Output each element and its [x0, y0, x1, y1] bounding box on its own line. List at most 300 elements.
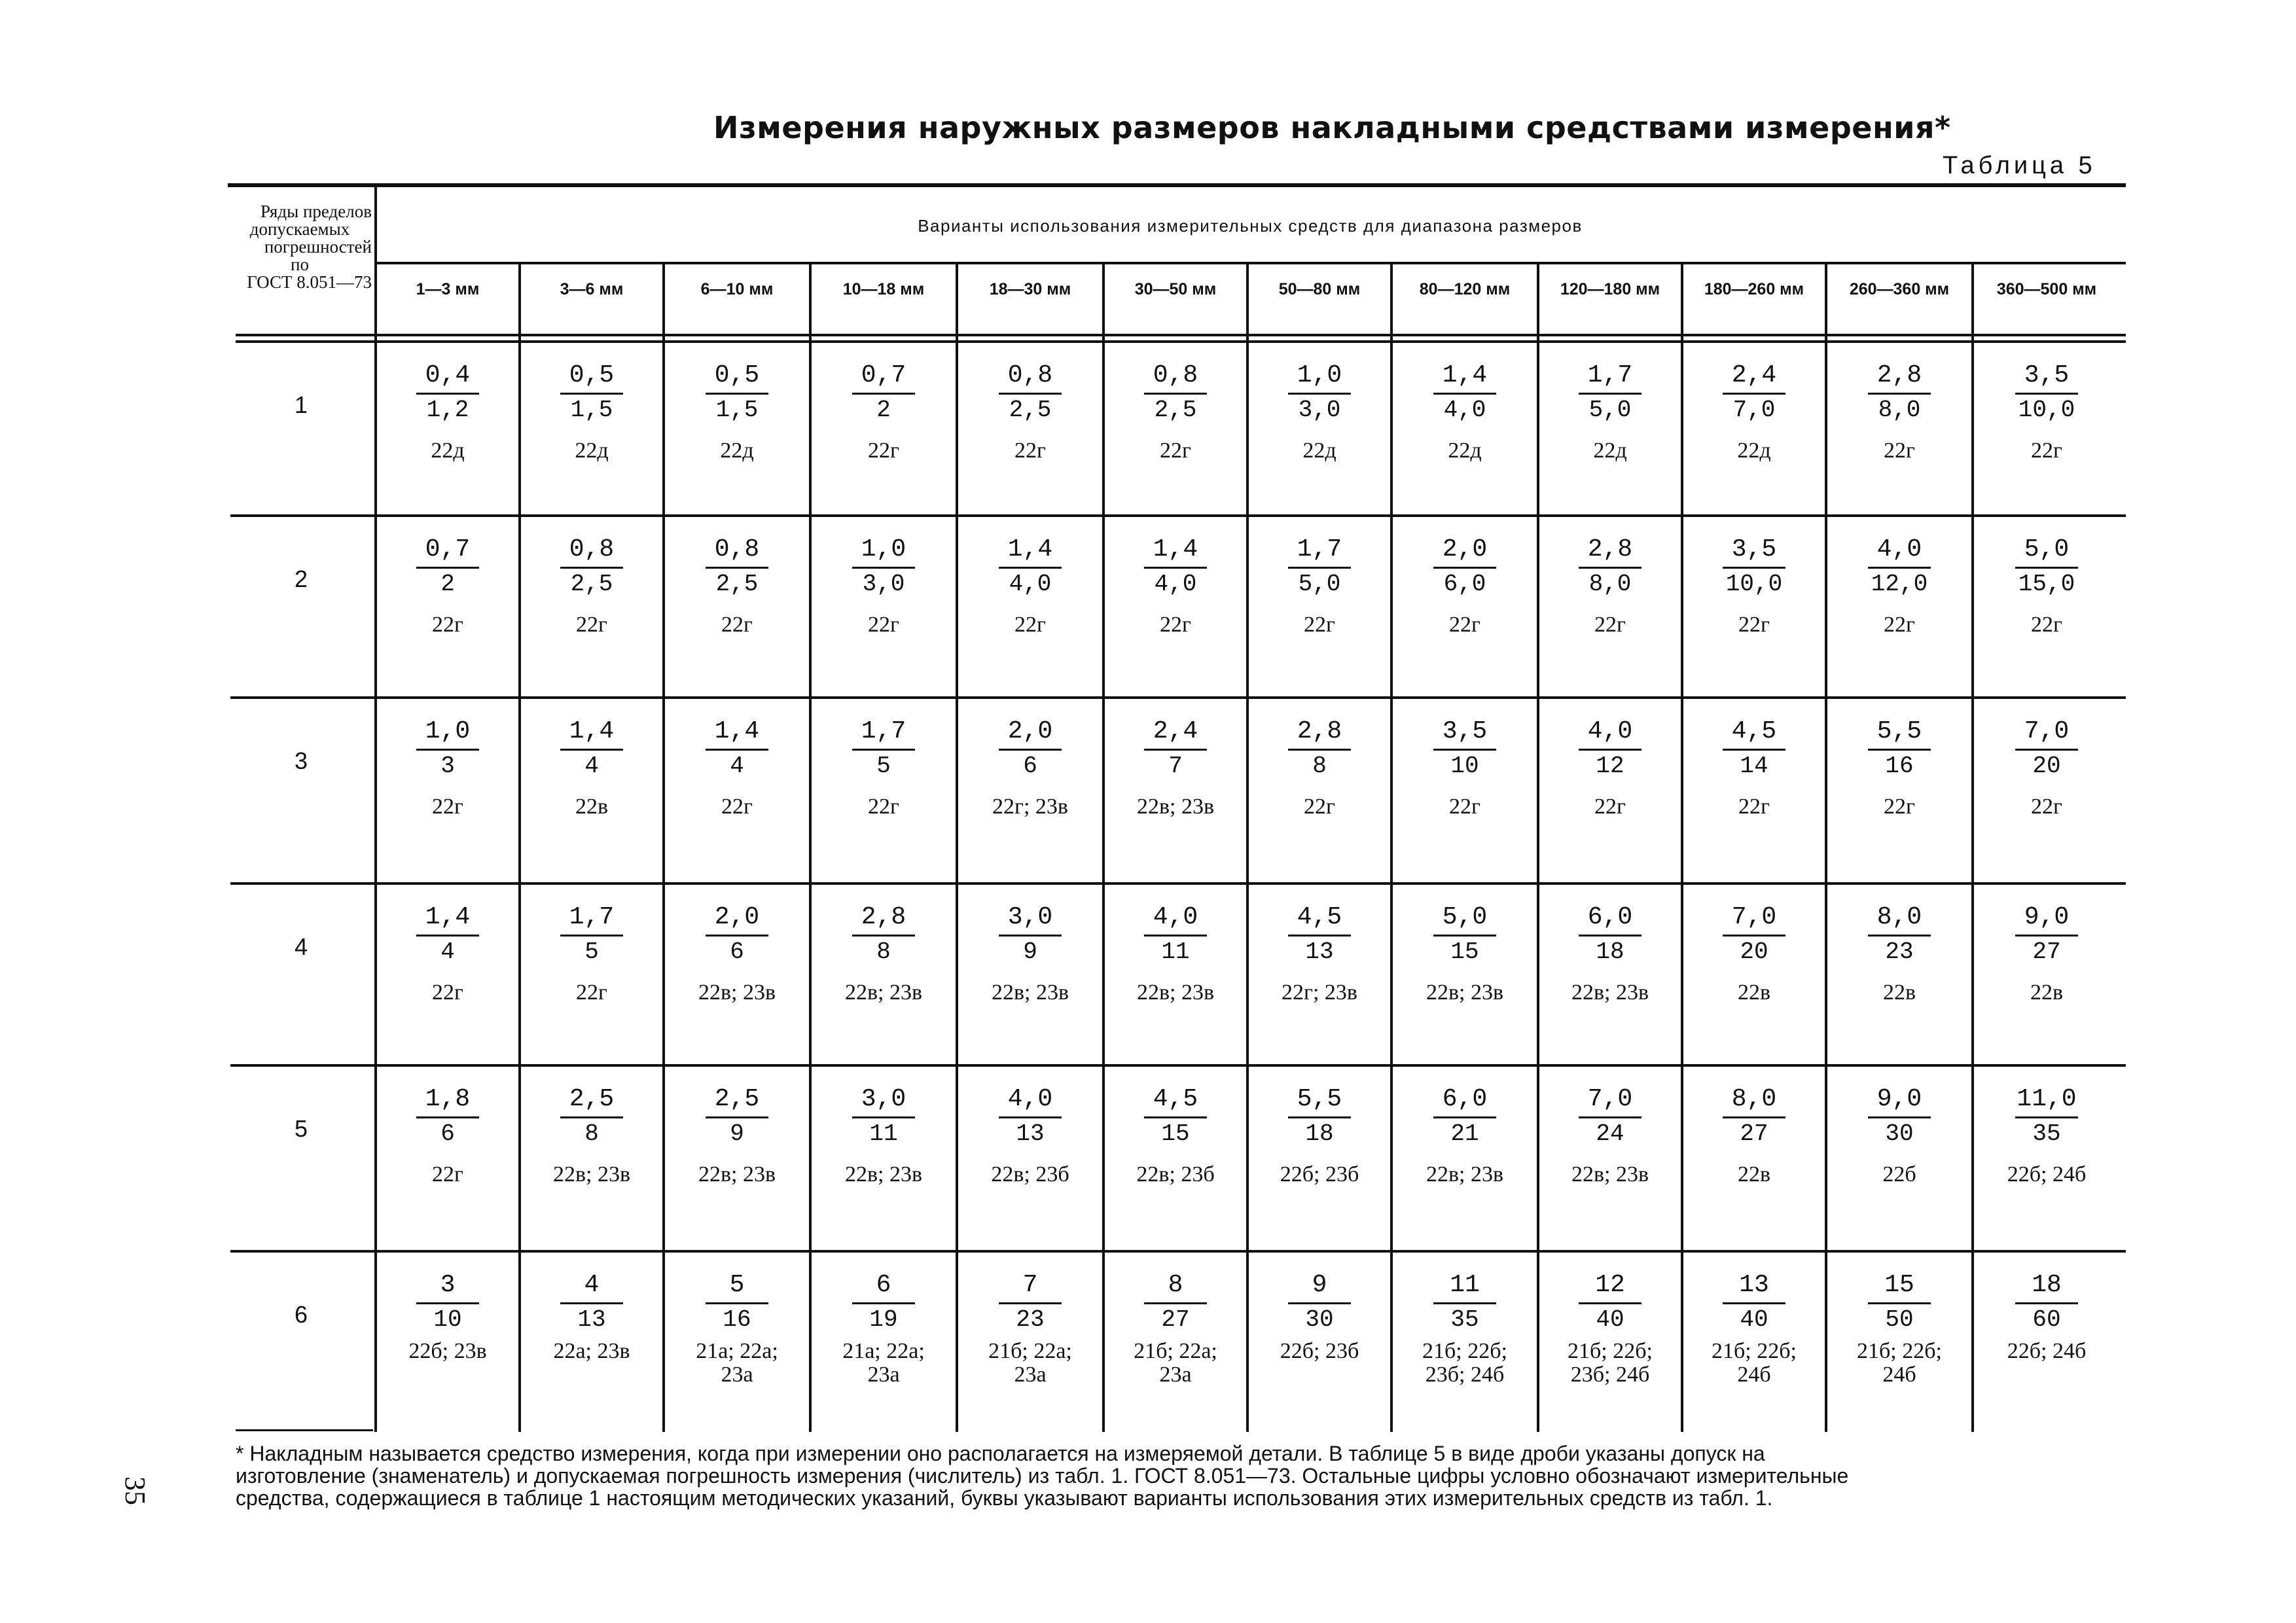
tolerance-cell — [1247, 1271, 1391, 1363]
measurement-error-numerator: 6,0 — [1587, 903, 1633, 931]
tolerance-denominator: 10,0 — [2018, 397, 2075, 423]
measurement-error-numerator: 12 — [1595, 1271, 1625, 1299]
tolerance-cell — [1391, 717, 1538, 819]
instrument-variant: 22г — [1304, 794, 1335, 819]
tolerance-cell — [520, 903, 664, 1005]
measurement-error-numerator: 1,4 — [1007, 535, 1053, 563]
tolerance-cell — [1103, 1085, 1247, 1186]
fraction-bar — [1433, 935, 1496, 936]
instrument-variant: 22д — [720, 438, 754, 463]
range-column-header: 80—120 мм — [1419, 280, 1511, 298]
measurement-error-numerator: 7,0 — [1731, 903, 1777, 931]
fraction-bar — [1868, 1302, 1931, 1304]
header-sub-rule — [376, 262, 2126, 264]
fraction-bar — [2015, 749, 2078, 751]
fraction-bar — [1433, 749, 1496, 751]
instrument-variant: 22г — [1160, 613, 1191, 637]
fraction-bar — [1723, 1302, 1785, 1304]
instrument-variant: 22г — [868, 613, 899, 637]
tolerance-cell — [810, 535, 957, 637]
measurement-error-numerator: 3,5 — [1731, 535, 1777, 563]
tolerance-denominator: 8 — [584, 1120, 599, 1147]
tolerance-cell — [1103, 717, 1247, 819]
row-divider — [230, 1064, 2126, 1067]
instrument-variant: 22г — [1449, 794, 1480, 819]
tolerance-denominator: 10,0 — [1725, 571, 1783, 597]
measurement-error-numerator: 1,0 — [425, 717, 471, 745]
tolerance-denominator: 60 — [2032, 1306, 2061, 1333]
fraction-bar — [999, 1116, 1062, 1118]
fraction-bar — [1723, 567, 1785, 569]
tolerance-cell — [1973, 535, 2121, 637]
tolerance-cell — [810, 1271, 957, 1387]
fraction-bar — [560, 567, 623, 569]
tolerance-denominator: 6 — [440, 1120, 455, 1147]
instrument-variant: 21б; 22б; 23б; 24б — [1568, 1339, 1653, 1387]
tolerance-cell — [1973, 1085, 2121, 1186]
instrument-variant: 22г — [576, 980, 607, 1005]
fraction-bar — [999, 749, 1062, 751]
fraction-bar — [1144, 935, 1207, 936]
instrument-variant: 22в — [1737, 980, 1771, 1005]
measurement-error-numerator: 4,5 — [1297, 903, 1342, 931]
tolerance-denominator: 40 — [1740, 1306, 1768, 1333]
range-column-header: 120—180 мм — [1560, 280, 1660, 298]
fraction-bar — [852, 1116, 915, 1118]
instrument-variant: 22в; 23в — [1426, 980, 1504, 1005]
tolerance-cell — [520, 1085, 664, 1186]
measurement-error-numerator: 18 — [2032, 1271, 2062, 1299]
instrument-variant: 21а; 22а; 23а — [696, 1339, 778, 1387]
tolerance-cell — [664, 717, 810, 819]
fraction-bar — [1868, 935, 1931, 936]
row-divider — [230, 696, 2126, 699]
measurement-error-numerator: 11 — [1450, 1271, 1480, 1299]
measurement-error-numerator: 7,0 — [1587, 1085, 1633, 1113]
measurement-error-numerator: 8,0 — [1876, 903, 1922, 931]
instrument-variant: 22в; 23б — [1136, 1162, 1215, 1186]
tolerance-cell — [1103, 903, 1247, 1005]
tolerance-cell — [1247, 361, 1391, 463]
tolerance-denominator: 9 — [730, 1120, 744, 1147]
tolerance-denominator: 35 — [2032, 1120, 2061, 1147]
measurement-error-numerator: 4,0 — [1007, 1085, 1053, 1113]
tolerance-cell — [1973, 1271, 2121, 1363]
fraction-bar — [1579, 935, 1641, 936]
tolerance-cell — [664, 535, 810, 637]
measurement-error-numerator: 1,4 — [425, 903, 471, 931]
fraction-bar — [999, 567, 1062, 569]
instrument-variant: 22г — [1014, 613, 1046, 637]
instrument-variant: 22в; 23в — [552, 1162, 631, 1186]
fraction-bar — [706, 1116, 768, 1118]
tolerance-cell — [1826, 903, 1973, 1005]
tolerance-cell — [810, 717, 957, 819]
fraction-bar — [560, 393, 623, 395]
fraction-bar — [560, 935, 623, 936]
fraction-bar — [852, 935, 915, 936]
fraction-bar — [999, 935, 1062, 936]
instrument-variant: 22г — [1594, 613, 1626, 637]
tolerance-denominator: 2,5 — [570, 571, 613, 597]
measurement-error-numerator: 5 — [729, 1271, 745, 1299]
measurement-error-numerator: 2,8 — [1876, 361, 1922, 389]
tolerance-denominator: 4 — [584, 753, 599, 779]
measurement-error-numerator: 2,5 — [714, 1085, 760, 1113]
fraction-bar — [1723, 1116, 1785, 1118]
measurement-error-numerator: 4,5 — [1153, 1085, 1198, 1113]
tolerance-denominator: 4,0 — [1154, 571, 1197, 597]
tolerance-denominator: 27 — [1161, 1306, 1190, 1333]
tolerance-cell — [520, 717, 664, 819]
tolerance-denominator: 16 — [723, 1306, 751, 1333]
row-header-line: Ряды пределов — [260, 202, 372, 221]
measurement-error-numerator: 3,5 — [1442, 717, 1488, 745]
table-title: Измерения наружных размеров накладными средствами измерения* — [713, 110, 1951, 145]
measurement-error-numerator: 13 — [1739, 1271, 1769, 1299]
fraction-bar — [1433, 567, 1496, 569]
measurement-error-numerator: 3 — [440, 1271, 456, 1299]
fraction-bar — [1288, 567, 1351, 569]
table-label: Таблица 5 — [1943, 152, 2096, 179]
measurement-error-numerator: 0,5 — [714, 361, 760, 389]
fraction-bar — [2015, 393, 2078, 395]
fraction-bar — [1579, 1302, 1641, 1304]
instrument-variant: 22в; 23в — [1571, 980, 1649, 1005]
fraction-bar — [1723, 749, 1785, 751]
tolerance-denominator: 15 — [1161, 1120, 1190, 1147]
measurement-error-numerator: 4 — [584, 1271, 600, 1299]
fraction-bar — [1433, 1302, 1496, 1304]
tolerance-cell — [1247, 1085, 1391, 1186]
instrument-variant: 22г — [1738, 794, 1770, 819]
fraction-bar — [852, 393, 915, 395]
table-bottom-rule — [236, 1429, 373, 1431]
tolerance-denominator: 18 — [1596, 938, 1624, 965]
instrument-variant: 22г — [2031, 438, 2062, 463]
tolerance-cell — [957, 535, 1103, 637]
instrument-variant: 22г — [721, 613, 753, 637]
measurement-error-numerator: 5,0 — [1442, 903, 1488, 931]
tolerance-cell — [957, 1085, 1103, 1186]
measurement-error-numerator: 1,8 — [425, 1085, 471, 1113]
instrument-variant: 22в; 23в — [844, 1162, 923, 1186]
tolerance-denominator: 6 — [730, 938, 744, 965]
fraction-bar — [1579, 1116, 1641, 1118]
tolerance-denominator: 1,5 — [715, 397, 759, 423]
fraction-bar — [416, 1116, 479, 1118]
measurement-error-numerator: 6 — [876, 1271, 891, 1299]
fraction-bar — [1144, 393, 1207, 395]
tolerance-cell — [810, 903, 957, 1005]
instrument-variant: 21б; 22а; 23а — [988, 1339, 1072, 1387]
tolerance-denominator: 3,0 — [862, 571, 905, 597]
measurement-error-numerator: 0,7 — [861, 361, 906, 389]
fraction-bar — [2015, 935, 2078, 936]
tolerance-denominator: 1,2 — [426, 397, 469, 423]
range-column-header: 18—30 мм — [989, 280, 1071, 298]
fraction-bar — [560, 749, 623, 751]
tolerance-cell — [1538, 1085, 1682, 1186]
measurement-error-numerator: 0,8 — [714, 535, 760, 563]
instrument-variant: 22г — [432, 613, 463, 637]
tolerance-denominator: 1,5 — [570, 397, 613, 423]
tolerance-denominator: 2,5 — [1154, 397, 1197, 423]
footnote-line: изготовление (знаменатель) и допускаемая погрешность измерения (числитель) из табл. 1. ГОСТ 8.051—73. Остальные цифры условно обозначают измерительные — [236, 1464, 1849, 1488]
tolerance-cell — [1247, 717, 1391, 819]
tolerance-cell — [810, 1085, 957, 1186]
instrument-variant: 22г — [1304, 613, 1335, 637]
variants-caption: Варианты использования измерительных средств для диапазона размеров — [918, 216, 1583, 236]
instrument-variant: 22в; 23в — [1571, 1162, 1649, 1186]
instrument-variant: 21б; 22б; 24б — [1857, 1339, 1942, 1387]
tolerance-denominator: 27 — [2032, 938, 2061, 965]
fraction-bar — [706, 749, 768, 751]
measurement-error-numerator: 8,0 — [1731, 1085, 1777, 1113]
measurement-error-numerator: 3,5 — [2024, 361, 2070, 389]
fraction-bar — [1144, 1302, 1207, 1304]
tolerance-cell — [1391, 535, 1538, 637]
range-column-header: 260—360 мм — [1849, 280, 1950, 298]
fraction-bar — [1288, 393, 1351, 395]
tolerance-denominator: 24 — [1596, 1120, 1624, 1147]
tolerance-denominator: 10 — [1450, 753, 1479, 779]
measurement-error-numerator: 1,4 — [714, 717, 760, 745]
measurement-error-numerator: 1,7 — [569, 903, 615, 931]
tolerance-denominator: 4,0 — [1009, 571, 1052, 597]
page-number: 35 — [119, 1476, 151, 1505]
instrument-variant: 22г — [576, 613, 607, 637]
instrument-variant: 22г — [1160, 438, 1191, 463]
measurement-error-numerator: 5,5 — [1297, 1085, 1342, 1113]
tolerance-denominator: 20 — [1740, 938, 1768, 965]
tolerance-cell — [1391, 361, 1538, 463]
fraction-bar — [706, 1302, 768, 1304]
row-number: 4 — [294, 933, 308, 960]
row-number: 1 — [294, 391, 308, 418]
instrument-variant: 22б; 24б — [2007, 1162, 2087, 1186]
measurement-error-numerator: 5,5 — [1876, 717, 1922, 745]
instrument-variant: 22г — [2031, 794, 2062, 819]
tolerance-cell — [1973, 717, 2121, 819]
instrument-variant: 22в; 23в — [991, 980, 1069, 1005]
fraction-bar — [1288, 1116, 1351, 1118]
tolerance-denominator: 18 — [1305, 1120, 1334, 1147]
tolerance-denominator: 30 — [1885, 1120, 1914, 1147]
instrument-variant: 22б — [1882, 1162, 1916, 1186]
instrument-variant: 22д — [1593, 438, 1627, 463]
fraction-bar — [1579, 567, 1641, 569]
row-divider — [230, 514, 2126, 517]
tolerance-denominator: 8 — [1312, 753, 1327, 779]
row-header-line: ГОСТ 8.051—73 — [247, 272, 372, 292]
tolerance-cell — [664, 1085, 810, 1186]
tolerance-denominator: 13 — [1305, 938, 1334, 965]
tolerance-cell — [1682, 361, 1826, 463]
instrument-variant: 22г — [2031, 613, 2062, 637]
fraction-bar — [706, 393, 768, 395]
tolerance-cell — [664, 1271, 810, 1387]
tolerance-denominator: 11 — [1161, 938, 1190, 965]
tolerance-cell — [1103, 535, 1247, 637]
instrument-variant: 22г — [721, 794, 753, 819]
instrument-variant: 22в; 23в — [1136, 980, 1215, 1005]
tolerance-denominator: 5,0 — [1298, 571, 1341, 597]
tolerance-denominator: 19 — [869, 1306, 898, 1333]
tolerance-denominator: 2,5 — [715, 571, 759, 597]
measurement-error-numerator: 15 — [1884, 1271, 1914, 1299]
row-number: 2 — [294, 565, 308, 592]
measurement-error-numerator: 0,4 — [425, 361, 471, 389]
tolerance-denominator: 8 — [876, 938, 891, 965]
footnote-line: средства, содержащиеся в таблице 1 настоящим методических указаний, буквы указывают варианты использования этих измерительных средств из табл. 1. — [236, 1486, 1773, 1510]
fraction-bar — [1868, 393, 1931, 395]
instrument-variant: 22д — [431, 438, 465, 463]
tolerance-cell — [1973, 903, 2121, 1005]
tolerance-denominator: 2,5 — [1009, 397, 1052, 423]
range-column-header: 30—50 мм — [1134, 280, 1217, 298]
instrument-variant: 21б; 22а; 23а — [1134, 1339, 1217, 1387]
tolerance-cell — [376, 535, 520, 637]
range-column-header: 180—260 мм — [1704, 280, 1804, 298]
tolerance-cell — [1538, 1271, 1682, 1387]
measurement-error-numerator: 7,0 — [2024, 717, 2070, 745]
range-column-header: 1—3 мм — [416, 280, 480, 298]
tolerance-denominator: 5 — [584, 938, 599, 965]
measurement-error-numerator: 0,8 — [569, 535, 615, 563]
instrument-variant: 22д — [575, 438, 609, 463]
tolerance-cell — [376, 903, 520, 1005]
instrument-variant: 22д — [1302, 438, 1336, 463]
fraction-bar — [1723, 393, 1785, 395]
fraction-bar — [706, 567, 768, 569]
instrument-variant: 22г — [1738, 613, 1770, 637]
tolerance-cell — [1973, 361, 2121, 463]
instrument-variant: 22в — [2030, 980, 2064, 1005]
tolerance-cell — [664, 903, 810, 1005]
tolerance-denominator: 20 — [2032, 753, 2061, 779]
instrument-variant: 22г; 23в — [992, 794, 1068, 819]
tolerance-cell — [1391, 903, 1538, 1005]
measurement-error-numerator: 5,0 — [2024, 535, 2070, 563]
tolerance-denominator: 8,0 — [1588, 571, 1632, 597]
tolerance-denominator: 30 — [1305, 1306, 1334, 1333]
tolerance-denominator: 7 — [1168, 753, 1183, 779]
tolerance-denominator: 2 — [876, 397, 891, 423]
tolerance-denominator: 16 — [1885, 753, 1914, 779]
instrument-variant: 22г — [1884, 438, 1915, 463]
fraction-bar — [999, 1302, 1062, 1304]
fraction-bar — [416, 393, 479, 395]
tolerance-cell — [1538, 535, 1682, 637]
tolerance-denominator: 3,0 — [1298, 397, 1341, 423]
fraction-bar — [1868, 567, 1931, 569]
row-number: 5 — [294, 1115, 308, 1142]
tolerance-denominator: 15,0 — [2018, 571, 2075, 597]
tolerance-cell — [1103, 1271, 1247, 1387]
instrument-variant: 22в; 23в — [1426, 1162, 1504, 1186]
tolerance-denominator: 9 — [1023, 938, 1037, 965]
fraction-bar — [1433, 1116, 1496, 1118]
tolerance-cell — [1682, 1085, 1826, 1186]
range-column-header: 6—10 мм — [700, 280, 774, 298]
fraction-bar — [706, 935, 768, 936]
measurement-error-numerator: 1,4 — [569, 717, 615, 745]
instrument-variant: 22в; 23в — [698, 980, 776, 1005]
tolerance-denominator: 13 — [1016, 1120, 1045, 1147]
fraction-bar — [416, 567, 479, 569]
instrument-variant: 22г — [432, 980, 463, 1005]
measurement-error-numerator: 9,0 — [2024, 903, 2070, 931]
fraction-bar — [1433, 393, 1496, 395]
measurement-error-numerator: 0,8 — [1007, 361, 1053, 389]
instrument-variant: 22в — [1737, 1162, 1771, 1186]
fraction-bar — [2015, 567, 2078, 569]
row-divider — [230, 1250, 2126, 1253]
range-column-header: 10—18 мм — [842, 280, 925, 298]
measurement-error-numerator: 2,5 — [569, 1085, 615, 1113]
measurement-error-numerator: 2,8 — [1587, 535, 1633, 563]
tolerance-cell — [957, 1271, 1103, 1387]
tolerance-denominator: 6 — [1023, 753, 1037, 779]
instrument-variant: 22д — [1448, 438, 1482, 463]
tolerance-denominator: 8,0 — [1878, 397, 1921, 423]
tolerance-cell — [1391, 1085, 1538, 1186]
measurement-error-numerator: 4,5 — [1731, 717, 1777, 745]
tolerance-denominator: 15 — [1450, 938, 1479, 965]
measurement-error-numerator: 9 — [1312, 1271, 1327, 1299]
row-divider — [230, 882, 2126, 885]
fraction-bar — [1723, 935, 1785, 936]
measurement-error-numerator: 3,0 — [1007, 903, 1053, 931]
instrument-variant: 22а; 23в — [553, 1339, 630, 1363]
measurement-error-numerator: 0,7 — [425, 535, 471, 563]
fraction-bar — [852, 749, 915, 751]
measurement-error-numerator: 2,0 — [1007, 717, 1053, 745]
tolerance-cell — [1682, 1271, 1826, 1387]
tolerance-cell — [810, 361, 957, 463]
measurement-error-numerator: 4,0 — [1876, 535, 1922, 563]
row-header-line: погрешностей — [264, 237, 372, 257]
fraction-bar — [416, 1302, 479, 1304]
tolerance-denominator: 13 — [577, 1306, 606, 1333]
instrument-variant: 22г — [868, 438, 899, 463]
measurement-error-numerator: 1,7 — [861, 717, 906, 745]
instrument-variant: 22в; 23в — [1136, 794, 1215, 819]
instrument-variant: 22в; 23в — [844, 980, 923, 1005]
tolerance-cell — [1247, 903, 1391, 1005]
fraction-bar — [999, 393, 1062, 395]
tolerance-denominator: 5 — [876, 753, 891, 779]
tolerance-denominator: 23 — [1016, 1306, 1045, 1333]
measurement-error-numerator: 1,4 — [1153, 535, 1198, 563]
instrument-variant: 22в; 23в — [698, 1162, 776, 1186]
tolerance-cell — [376, 717, 520, 819]
tolerance-cell — [664, 361, 810, 463]
footnote-line: * Накладным называется средство измерения, когда при измерении оно располагается на измеряемой детали. В таблице 5 в виде дроби указаны допуск на — [236, 1442, 1765, 1465]
instrument-variant: 22б; 23б — [1280, 1162, 1359, 1186]
tolerance-cell — [376, 361, 520, 463]
instrument-variant: 21б; 22б; 23б; 24б — [1422, 1339, 1507, 1387]
tolerance-denominator: 6,0 — [1443, 571, 1486, 597]
table-top-rule — [228, 183, 2126, 187]
row-header-line: по — [291, 255, 309, 274]
instrument-variant: 22г — [1884, 613, 1915, 637]
instrument-variant: 22г — [1449, 613, 1480, 637]
tolerance-cell — [1682, 903, 1826, 1005]
fraction-bar — [1579, 749, 1641, 751]
tolerance-denominator: 2 — [440, 571, 455, 597]
